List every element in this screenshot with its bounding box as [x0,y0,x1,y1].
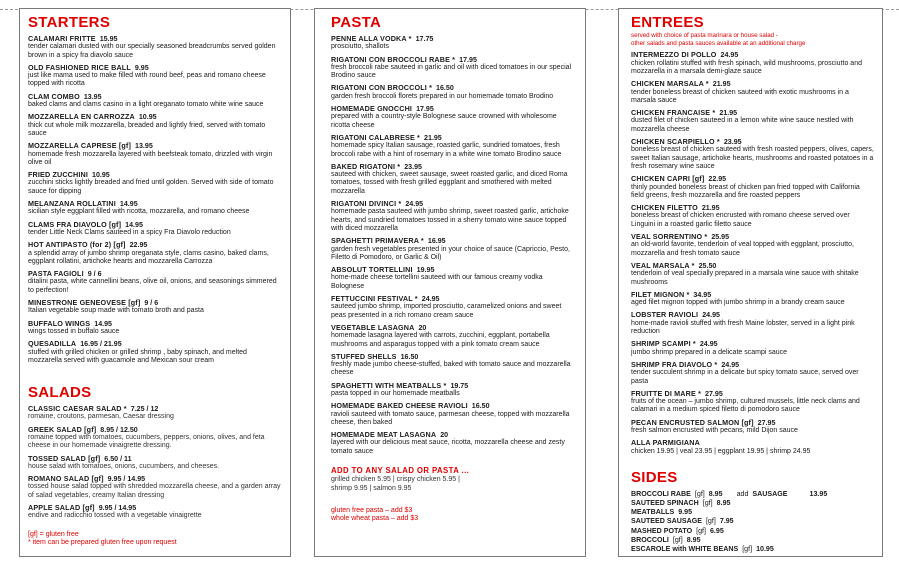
side-addon-label: add [736,489,749,498]
side-item-tag: [gf] [705,517,716,526]
menu-item-price: 9 / 6 [144,299,159,308]
menu-item-price: 14.95 [94,319,113,328]
menu-item-name: CHICKEN MARSALA * [631,79,709,89]
add-ons-line: grilled chicken 5.95 | crispy chicken 5.95 | [331,476,460,484]
menu-item-price: 9 / 6 [87,270,102,279]
menu-item-name: LOBSTER RAVIOLI [631,310,699,320]
menu-item-description: pasta topped in our homemade meatballs [331,389,460,397]
menu-item-price: 19.75 [450,381,469,390]
side-item-name: SAUTEED SAUSAGE [631,517,702,526]
menu-item-name: QUESADILLA [28,339,77,349]
entrees-note: other salads and pasta sauces available at an additional charge [631,40,806,48]
menu-item-price: 16.50 [471,402,490,411]
menu-item-description: home-made cheese tortellini sauteed with our famous creamy vodka Bolognese [331,274,543,290]
menu-item-price: 25.95 [711,233,730,242]
menu-item-price: 19.95 [416,266,435,275]
menu-item-price: 34.95 [693,290,712,299]
menu-item-price: 24.95 [721,360,740,369]
menu-item [631,51,874,76]
side-item-price: 8.95 [708,489,723,498]
menu-item [631,291,874,308]
side-item-tag: [gf] [694,489,705,498]
menu-item-name: ALLA PARMIGIANA [631,438,700,448]
menu-item-price: 10.95 [138,113,157,122]
side-item [631,536,874,545]
menu-item-description: fruits of the ocean – jumbo shrimp, cultured mussels, little neck clams and calamari in a medium spiced filetto di pomodoro sauce [631,398,860,414]
side-item [631,499,874,508]
menu-item [331,324,575,349]
menu-item-description: thinly pounded boneless breast of chicken pan fried topped with California field greens, fresh mozzarella and fire roasted peppers [631,183,860,199]
menu-item [28,93,282,110]
menu-item [331,266,575,291]
menu-item-price: 17.95 [416,105,434,114]
menu-item-name: BAKED RIGATONI * [331,161,401,171]
starters-list [28,35,282,365]
entrees-note: served with choice of pasta marinara or house salad - [631,32,778,39]
side-item-tag: [gf] [742,545,753,554]
menu-item-name: ROMANO SALAD [gf] [28,474,104,484]
side-item-name: MASHED POTATO [631,526,693,535]
menu-item-price: 23.95 [723,138,742,147]
menu-item-name: HOMEMADE BAKED CHEESE RAVIOLI [331,401,468,411]
menu-item-description: tender boneless breast of chicken sauteed with exotic mushrooms in a marsala sauce [631,88,849,104]
pasta-heading: PASTA [331,14,382,31]
menu-item-name: CHICKEN SCARPIELLO * [631,137,720,147]
menu-item-description: a splendid array of jumbo shrimp oreganata style, clams casino, baked clams, eggplant rollatini, artichoke hearts and mozzarella Carrozza [28,249,269,265]
menu-item-description: boneless breast of chicken encrusted with romano cheese served over Linguini in a roasted garlic filetto sauce [631,212,850,228]
menu-item-description: chicken 19.95 | veal 23.95 | eggplant 19.95 | shrimp 24.95 [631,447,811,455]
menu-item [28,171,282,196]
menu-item-price: 17.95 [459,55,477,64]
menu-item-description: baked clams and clams casino in a light oreganato tomato white wine sauce [28,101,264,109]
menu-item-name: VEAL SORRENTINO * [631,232,708,242]
menu-item-description: ditalini pasta, white cannellini beans, olive oil, onions, and seasonings simmered to perfection! [28,278,277,294]
menu-item-description: an old-world favorite, tenderloin of veal topped with eggplant, prosciutto, mozzarella and fresh tomato sauce [631,241,854,257]
menu-item-price: 27.95 [757,418,776,427]
entrees-list [631,51,874,455]
side-item-name: ESCAROLE with WHITE BEANS [631,545,739,554]
menu-item-description: sicilian style eggplant filled with ricotta, mozzarella, and romano cheese [28,208,250,216]
menu-item-name: OLD FASHIONED RICE BALL [28,62,131,72]
add-ons-title: ADD TO ANY SALAD OR PASTA ... [331,466,470,476]
side-item-price: 9.95 [678,508,693,517]
menu-item-price: 17.75 [415,35,434,43]
menu-item [631,233,874,258]
menu-item-price: 13.95 [135,142,153,151]
menu-item-name: FRIED ZUCCHINI [28,170,88,180]
menu-item-price: 24.95 [720,51,739,60]
menu-item-description: Italian vegetable soup made with tomato broth and pasta [28,307,204,315]
side-item-price: 7.95 [719,517,734,526]
side-item-name: MEATBALLS [631,508,675,517]
menu-item-name: TOSSED SALAD [gf] [28,453,101,463]
salads-list [28,405,282,521]
menu-item-price: 21.95 [701,204,720,213]
menu-item-price: 15.95 [99,35,118,43]
menu-item-price: 9.95 / 14.95 [98,504,137,513]
menu-item-price: 21.95 [719,109,738,118]
menu-item [631,109,874,134]
menu-item-price: 22.95 [129,241,148,250]
menu-item-price: 23.95 [404,162,422,171]
pasta-list [331,35,575,456]
menu-item-description: homemade lasagna layered with carrots, zucchini, eggplant, portabella mushrooms and asparagus topped with a pink tomato cream sauce [331,332,550,348]
menu-item-description: boneless breast of chicken sauteed with fresh roasted peppers, olives, capers, sweet Italian sausage, artichoke hearts, mushrooms and roasted potatoes in a fresh rosemary wine sauce [631,146,874,170]
menu-item-description: zucchini sticks lightly breaded and fried until golden. Served with side of tomato sauce for dipping [28,179,274,195]
menu-item-description: sauteed jumbo shrimp, imported prosciutto, caramelized onions and sweet peas presented in a rich romano cream sauce [331,303,562,319]
side-item-tag: [gf] [696,526,706,535]
menu-item [331,200,575,233]
menu-item-description: sauteed with chicken, sweet sausage, sweet roasted garlic, and diced Roma tomatoes, tossed with fresh grilled eggplant and smothered with melted mozzarella [331,171,568,195]
menu-item-description: just like mama used to make filled with round beef, peas and romano cheese topped with ricotta [28,72,266,88]
menu-item [28,200,282,217]
menu-item-name: HOT ANTIPASTO (for 2) [gf] [28,240,126,250]
menu-item-description: home-made ravioli stuffed with fresh Maine lobster, served in a light pink reduction [631,319,855,336]
menu-item-description: chicken rollatini stuffed with fresh spinach, wild mushrooms, prosciutto and mozzarella in a marsala demi-glaze sauce [631,59,862,75]
menu-item-price: 16.95 [427,237,446,246]
menu-item-price: 24.95 [421,295,440,304]
menu-item-price: 14.95 [125,220,143,229]
menu-item-name: MELANZANA ROLLATINI [28,199,116,209]
menu-item [331,402,575,427]
side-addon-name: SAUSAGE [752,489,788,498]
menu-item-price: 9.95 [134,63,149,72]
menu-item-name: MOZZARELLA CAPRESE [gf] [28,141,132,151]
gluten-free-key: [gf] = gluten free [28,530,79,538]
menu-item-description: fresh broccoli rabe sauteed in garlic and oil with diced tomatoes in our special Brodino sauce [331,63,572,80]
menu-item [631,361,874,386]
menu-item-price: 27.95 [705,389,723,398]
menu-item-price: 14.95 [119,200,138,209]
menu-item [28,241,282,266]
side-item-tag: [gf] [672,535,683,544]
menu-item-name: RIGATONI CON BROCCOLI RABE * [331,54,456,64]
menu-item-price: 24.95 [699,340,718,349]
menu-item-description: prosciutto, shallots [331,43,389,51]
menu-item [331,353,575,378]
menu-item-price: 24.95 [702,311,720,320]
menu-item-name: HOMEMADE MEAT LASAGNA [331,430,437,440]
menu-item [331,382,575,399]
menu-item-name: VEGETABLE LASAGNA [331,322,415,332]
side-item-name: BROCCOLI [631,535,669,544]
menu-item-price: 13.95 [83,92,102,101]
side-item-price: 8.95 [686,535,701,544]
menu-item-price: 21.95 [424,133,442,142]
menu-panel-entrees-sides [618,8,883,557]
menu-item-name: SHRIMP SCAMPI * [631,339,696,349]
menu-item-name: RIGATONI CALABRESE * [331,132,420,142]
menu-item-description: tender Little Neck Clams sauteed in a spicy Fra Diavolo reduction [28,228,231,236]
menu-item [28,455,282,472]
menu-item [331,84,575,101]
menu-item-description: wings tossed in buffalo sauce [28,327,120,335]
side-item-price: 10.95 [756,545,774,554]
menu-item-price: 20 [418,323,427,332]
menu-item [28,142,282,167]
side-item [631,508,874,517]
menu-item-description: layered with our delicious meat sauce, ricotta, mozzarella cheese and zesty tomato sauce [331,439,565,455]
menu-item-description: tenderloin of veal specially prepared in a marsala wine sauce with shitake mushrooms [631,270,859,286]
menu-item [631,204,874,229]
side-item-price: 6.95 [709,526,724,535]
menu-item-price: 16.50 [436,84,454,93]
menu-item-name: CLAM COMBO [28,91,80,101]
side-item-price: 8.95 [716,499,731,508]
menu-item-price: 7.25 / 12 [130,405,159,414]
menu-panel-starters-salads [19,8,291,557]
menu-item-description: freshly made jumbo cheese-stuffed, baked with tomato sauce and mozzarella cheese [331,361,571,377]
menu-item-name: FRUITTE DI MARE * [631,388,702,398]
menu-item-description: homemade fresh mozzarella layered with beefsteak tomato, drizzled with virgin olive oil [28,150,273,166]
side-item-name: SAUTEED SPINACH [631,499,699,508]
menu-item [331,134,575,159]
menu-item-name: FILET MIGNON * [631,289,690,299]
menu-item-description: garden fresh vegetables presented in your choice of sauce (Capriccio, Pesto, Filetto di Pomodoro, or Garlic & Oil) [331,245,570,261]
menu-item [28,405,282,422]
menu-item-description: homemade spicy Italian sausage, roasted garlic, sundried tomatoes, fresh broccoli rabe with a hint of rosemary in a white wine tomato Brodino sauce [331,142,562,158]
menu-item-description: romaine topped with tomatoes, cucumbers, peppers, onions, olives, and feta cheese in our homemade vinaigrette dressing. [28,433,265,450]
menu-item-name: SPAGHETTI PRIMAVERA * [331,236,424,246]
menu-item-price: 20 [440,431,449,440]
menu-item [631,262,874,287]
menu-item-name: HOMEMADE GNOCCHI [331,104,413,114]
menu-item [28,113,282,138]
menu-item-price: 10.95 [92,171,110,180]
menu-item [331,105,575,130]
menu-item-price: 22.95 [708,175,727,184]
menu-item [28,299,282,316]
menu-item-price: 6.50 / 11 [104,454,132,463]
side-item [631,490,874,499]
side-item [631,527,874,536]
menu-item [331,163,575,196]
menu-item-description: house salad with tomatoes, onions, cucumbers, and cheeses. [28,462,220,470]
menu-item-description: garden fresh broccoli florets prepared in our homemade tomato Brodino [331,92,554,100]
menu-item-description: endive and radicchio tossed with a vegetable vinaigrette [28,512,202,520]
menu-item [631,311,874,336]
menu-item-name: ABSOLUT TORTELLINI [331,265,413,275]
menu-item [28,320,282,337]
sides-list [631,490,874,554]
menu-item [631,390,874,415]
menu-item [631,175,874,200]
menu-item [331,35,575,52]
add-ons-line: shrimp 9.95 | salmon 9.95 [331,485,412,493]
starters-heading: STARTERS [28,14,111,31]
menu-item-description: romaine, croutons, parmesan, Caesar dressing [28,413,174,421]
menu-item-description: aged filet mignon topped with jumbo shrimp in a brandy cream sauce [631,299,845,307]
side-item-tag: [gf] [702,499,713,508]
menu-item-name: RIGATONI DIVINCI * [331,199,402,209]
menu-item-name: CHICKEN CAPRI [gf] [631,174,705,184]
menu-item-description: thick cut whole milk mozzarella, breaded and lightly fried, served with tomato sauce [28,121,266,137]
side-item [631,545,874,554]
side-addon-price: 13.95 [809,489,828,498]
menu-item [28,64,282,89]
menu-item-price: 9.95 / 14.95 [107,475,146,484]
menu-item-name: CLAMS FRA DIAVOLO [gf] [28,219,122,229]
menu-item [28,504,282,521]
menu-item-name: GREEK SALAD [gf] [28,424,97,434]
menu-item-name: PECAN ENCRUSTED SALMON [gf] [631,417,754,427]
menu-item-name: MOZZARELLA EN CARROZZA [28,112,135,122]
whole-wheat-pasta-note: whole wheat pasta – add $3 [331,515,419,523]
menu-item [28,475,282,500]
menu-item [331,295,575,320]
menu-item-name: MINESTRONE GENEOVESE [gf] [28,298,141,308]
menu-item-description: fresh salmon encrusted with pecans, mild Dijon sauce [631,426,798,434]
menu-item-price: 16.50 [400,352,419,361]
menu-item-name: PASTA FAGIOLI [28,269,84,279]
menu-item-name: CHICKEN FRANCAISE * [631,108,716,118]
menu-item [631,439,874,456]
menu-item-price: 24.95 [405,200,424,209]
menu-item-description: tender calamari dusted with our specially seasoned breadcrumbs served golden brown in a spicy fra diavolo sauce [28,43,276,59]
menu-item-price: 16.95 / 21.95 [80,340,122,349]
sides-heading: SIDES [631,468,678,486]
menu-item-price: 21.95 [712,80,731,89]
menu-item [331,237,575,262]
menu-item-name: RIGATONI CON BROCCOLI * [331,83,433,93]
menu-item-name: PENNE ALLA VODKA * [331,34,412,43]
menu-item-description: tossed house salad topped with shredded mozzarella cheese, and a garden array of salad vegetables, creamy Italian dressing [28,483,281,499]
menu-item-name: INTERMEZZO DI POLLO [631,50,717,60]
menu-item-description: tender succulent shrimp in a delicate but spicy tomato sauce, served over pasta [631,369,859,385]
menu-item-description: jumbo shrimp prepared in a delicate scampi sauce [631,348,788,356]
menu-item-name: FETTUCCINI FESTIVAL * [331,294,418,304]
menu-item-description: stuffed with grilled chicken or grilled shrimp , baby spinach, and melted mozzarella served with guacamole and Mexican sour cream [28,348,247,364]
side-item [631,517,874,526]
menu-item-name: SPAGHETTI WITH MEATBALLS * [331,380,447,390]
menu-item-name: APPLE SALAD [gf] [28,503,95,513]
menu-item-price: 8.95 / 12.50 [100,425,138,434]
menu-item-name: BUFFALO WINGS [28,318,91,328]
entrees-heading: ENTREES [631,14,704,31]
menu-item-name: CHICKEN FILETTO [631,203,698,213]
gluten-free-pasta-note: gluten free pasta – add $3 [331,507,413,515]
menu-item [331,431,575,456]
menu-panel-pasta [314,8,586,557]
menu-item-name: STUFFED SHELLS [331,351,397,361]
menu-item [631,419,874,436]
menu-item-description: prepared with a country-style Bolognese sauce crowned with wholesome ricotta cheese [331,113,557,129]
menu-item [331,56,575,81]
menu-item-description: dusted filet of chicken sauteed in a lemon white wine sauce nestled with mozzarella cheese [631,117,854,133]
salads-heading: SALADS [28,384,92,402]
menu-item-description: ravioli sauteed with tomato sauce, parmesan cheese, topped with mozzarella cheese, then baked [331,410,570,426]
menu-item [631,138,874,171]
menu-item-name: VEAL MARSALA * [631,260,695,270]
menu-item-name: CALAMARI FRITTE [28,34,96,43]
menu-item [28,426,282,451]
menu-item [28,340,282,365]
menu-item-description: homemade pasta sauteed with jumbo shrimp, sweet roasted garlic, artichoke hearts, and sundried tomatoes tossed in a sherry tomato wine sauce topped with diced mozzarella [331,208,569,232]
menu-item [631,80,874,105]
menu-item [28,221,282,238]
menu-item [28,35,282,60]
menu-item-price: 25.50 [698,261,717,270]
side-item-name: BROCCOLI RABE [631,489,691,498]
menu-item-name: CLASSIC CAESAR SALAD * [28,404,127,414]
menu-item [28,270,282,295]
menu-item [631,340,874,357]
menu-item-name: SHRIMP FRA DIAVOLO * [631,359,718,369]
gluten-free-note: * item can be prepared gluten free upon request [28,538,177,546]
